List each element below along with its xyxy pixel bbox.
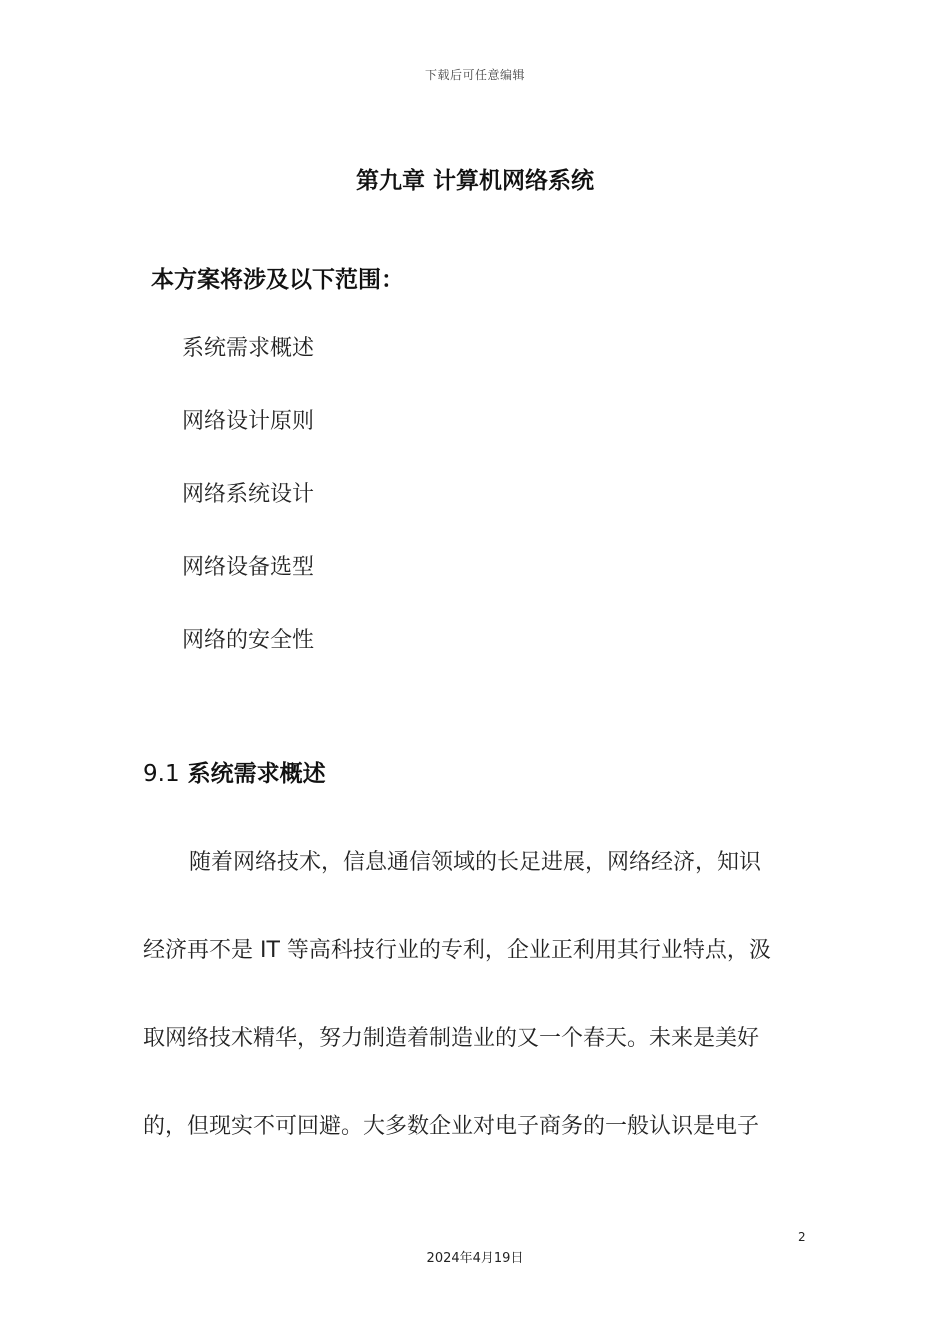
section-heading: [143, 755, 326, 788]
paragraph-line: 经济再不是 IT 等高科技行业的专利，企业正利用其行业特点，汲: [143, 938, 771, 963]
scope-item: 系统需求概述: [182, 336, 315, 361]
scope-heading: 本方案将涉及以下范围：: [151, 267, 404, 293]
header-note: 下载后可任意编辑: [424, 68, 525, 82]
page-number: 2: [798, 1230, 806, 1244]
paragraph-line: 的，但现实不可回避。大多数企业对电子商务的一般认识是电子: [143, 1114, 760, 1139]
chapter-title: 第九章 计算机网络系统: [355, 168, 594, 194]
paragraph-line: 随着网络技术，信息通信领域的长足进展，网络经济，知识: [189, 850, 762, 875]
section-title: 系统需求概述: [187, 761, 326, 787]
paragraph-line: 取网络技术精华，努力制造着制造业的又一个春天。未来是美好: [143, 1026, 760, 1051]
body-paragraph: [143, 846, 803, 1198]
footer-date: 2024年4月19日: [426, 1251, 524, 1266]
section-number: 9.1: [143, 761, 180, 787]
scope-item: 网络设计原则: [182, 409, 315, 434]
scope-item: 网络的安全性: [182, 628, 315, 653]
scope-list: [182, 334, 314, 699]
scope-item: 网络系统设计: [182, 482, 315, 507]
scope-item: 网络设备选型: [182, 555, 315, 580]
